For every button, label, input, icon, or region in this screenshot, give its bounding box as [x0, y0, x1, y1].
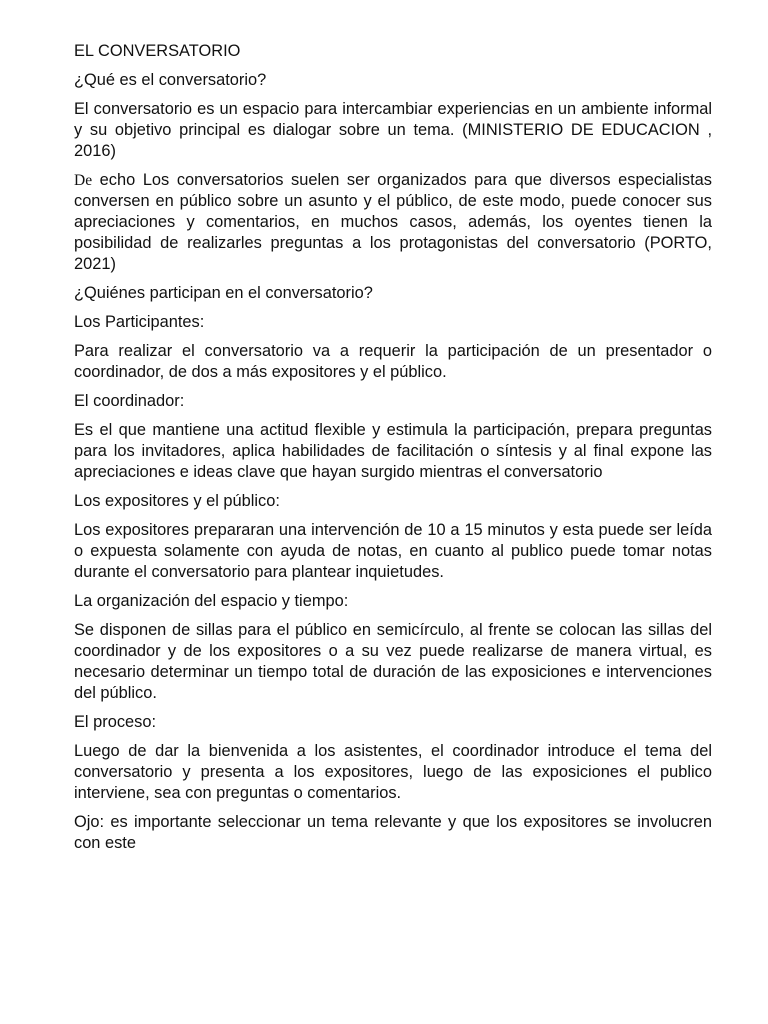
paragraph-coordinator: Es el que mantiene una actitud flexible y estimula la participación, prepara preguntas para los invitadores, aplica habilidades de facilitación o síntesis y al final expone las apreciaciones e ideas clave que hayan surgido mientras el conversatorio — [74, 421, 712, 481]
paragraph-exhibitors: Los expositores prepararan una intervención de 10 a 15 minutos y esta puede ser leída o expuesta solamente con ayuda de notas, en cuanto al publico puede tomar notas durante el conversatorio para plantear inquietudes. — [74, 521, 712, 581]
paragraph-note: Ojo: es importante seleccionar un tema relevante y que los expositores se involucren con este — [74, 813, 712, 852]
question-what-is: ¿Qué es el conversatorio? — [74, 71, 267, 89]
paragraph-body: echo Los conversatorios suelen ser organizados para que diversos especialistas conversen en público sobre un asunto y el público, de este modo, puede conocer sus apreciaciones y comentarios, en muchos casos, además, los oyentes tienen la posibilidad de realizarles preguntas a los protagonistas del conversatorio (PORTO, 2021) — [74, 171, 712, 273]
heading-process: El proceso: — [74, 713, 156, 731]
paragraph-definition: El conversatorio es un espacio para intercambiar experiencias en un ambiente informal y su objetivo principal es dialogar sobre un tema. (MINISTERIO DE EDUCACION , 2016) — [74, 100, 712, 160]
paragraph-organization-purpose — [74, 170, 712, 275]
heading-space-time: La organización del espacio y tiempo: — [74, 592, 349, 610]
paragraph-first-word: De — [74, 172, 93, 189]
heading-exhibitors: Los expositores y el público: — [74, 492, 280, 510]
paragraph-participants: Para realizar el conversatorio va a requerir la participación de un presentador o coordinador, de dos a más expositores y el público. — [74, 342, 712, 381]
heading-coordinator: El coordinador: — [74, 392, 185, 410]
paragraph-space-time: Se disponen de sillas para el público en semicírculo, al frente se colocan las sillas del coordinador y de los expositores o a su vez puede realizarse de manera virtual, es necesario determinar un tiempo total de duración de las exposiciones e intervenciones del público. — [74, 621, 712, 702]
heading-participants: Los Participantes: — [74, 313, 205, 331]
document-title: EL CONVERSATORIO — [74, 42, 241, 60]
paragraph-process: Luego de dar la bienvenida a los asistentes, el coordinador introduce el tema del conversatorio y presenta a los expositores, luego de las exposiciones el publico interviene, sea con preguntas o comentarios. — [74, 742, 712, 802]
document-page — [74, 41, 712, 862]
question-who-participates: ¿Quiénes participan en el conversatorio? — [74, 284, 373, 302]
